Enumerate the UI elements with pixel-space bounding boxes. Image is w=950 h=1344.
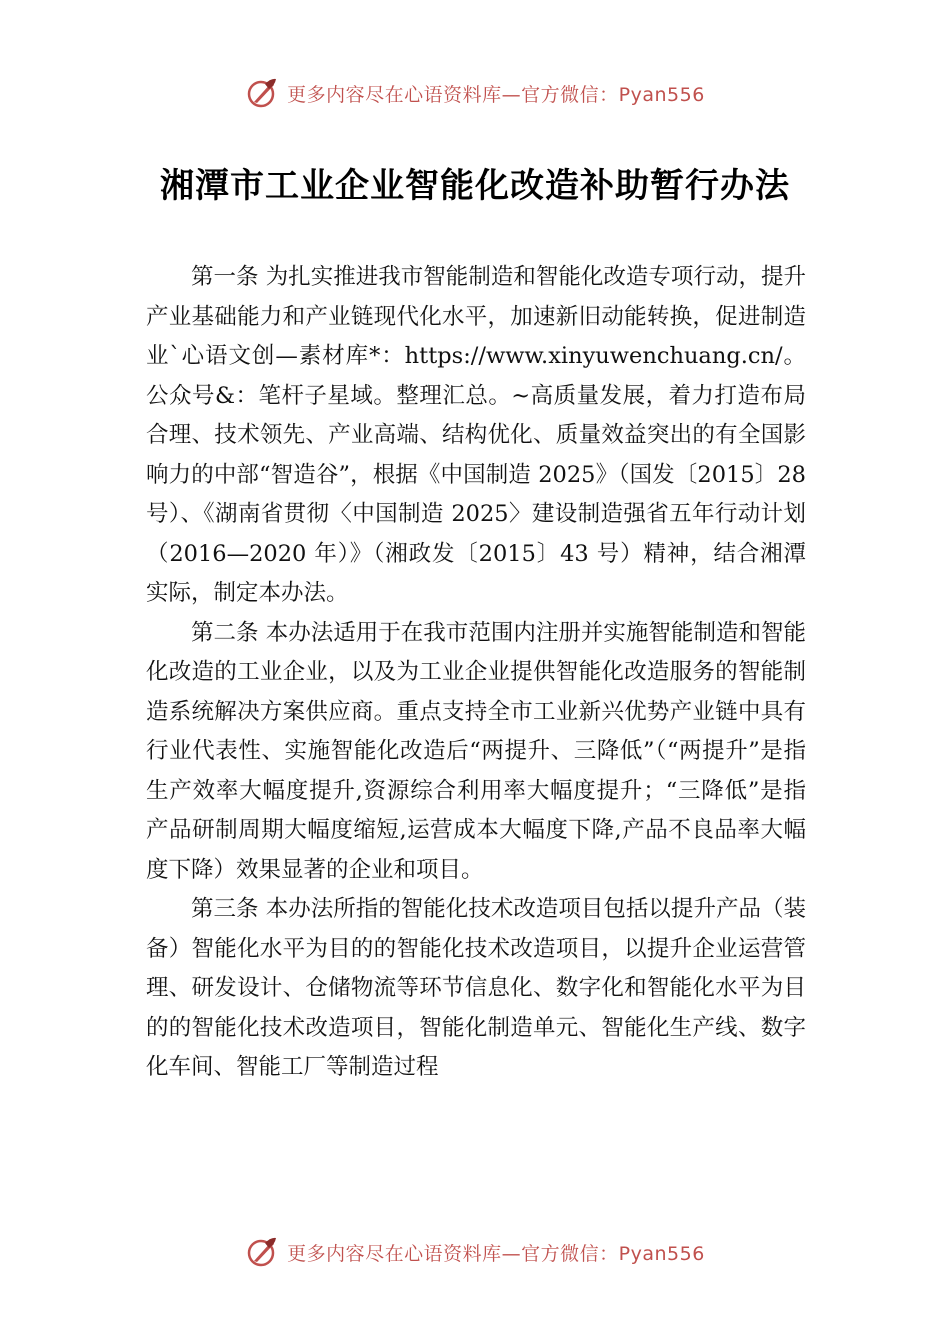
article-3-paragraph: 第三条 本办法所指的智能化技术改造项目包括以提升产品（装备）智能化水平为目的的智能化技术改造项目，以提升企业运营管理、研发设计、仓储物流等环节信息化、数字化和智能化水平为目的的智能化技术改造项目，智能化制造单元、智能化生产线、数字化车间、智能工厂等制造过程: [146, 896, 806, 1080]
quill-pen-logo-icon: [245, 76, 279, 110]
article-1-paragraph: 第一条 为扎实推进我市智能制造和智能化改造专项行动，提升产业基础能力和产业链现代化水平，加速新旧动能转换，促进制造业`心语文创—素材库*：https://www.xinyuwenchuang.cn/。公众号&：笔杆子星域。整理汇总。~高质量发展，着力打造布局合理、技术领先、产业高端、结构优化、质量效益突出的有全国影响力的中部“智造谷”，根据《中国制造 2025》（国发〔2015〕28 号）、《湖南省贯彻〈中国制造 2025〉建设制造强省五年行动计划（2016—2020 年）》（湘政发〔2015〕43 号）精神，结合湘潭实际，制定本办法。: [146, 264, 806, 606]
watermark-banner-top: [0, 73, 950, 113]
watermark-banner-bottom: [0, 1232, 950, 1272]
watermark-text: 更多内容尽在心语资料库—官方微信：Pyan556: [287, 83, 705, 106]
quill-pen-logo-icon: [245, 1235, 279, 1269]
document-title: 湘潭市工业企业智能化改造补助暂行办法: [160, 166, 790, 206]
document-body: [146, 258, 806, 1088]
watermark-text: 更多内容尽在心语资料库—官方微信：Pyan556: [287, 1242, 705, 1265]
article-2-paragraph: 第二条 本办法适用于在我市范围内注册并实施智能制造和智能化改造的工业企业，以及为工业企业提供智能化改造服务的智能制造系统解决方案供应商。重点支持全市工业新兴优势产业链中具有行业代表性、实施智能化改造后“两提升、三降低”（“两提升”是指生产效率大幅度提升,资源综合利用率大幅度提升；“三降低”是指产品研制周期大幅度缩短,运营成本大幅度下降,产品不良品率大幅度下降）效果显著的企业和项目。: [146, 619, 806, 883]
